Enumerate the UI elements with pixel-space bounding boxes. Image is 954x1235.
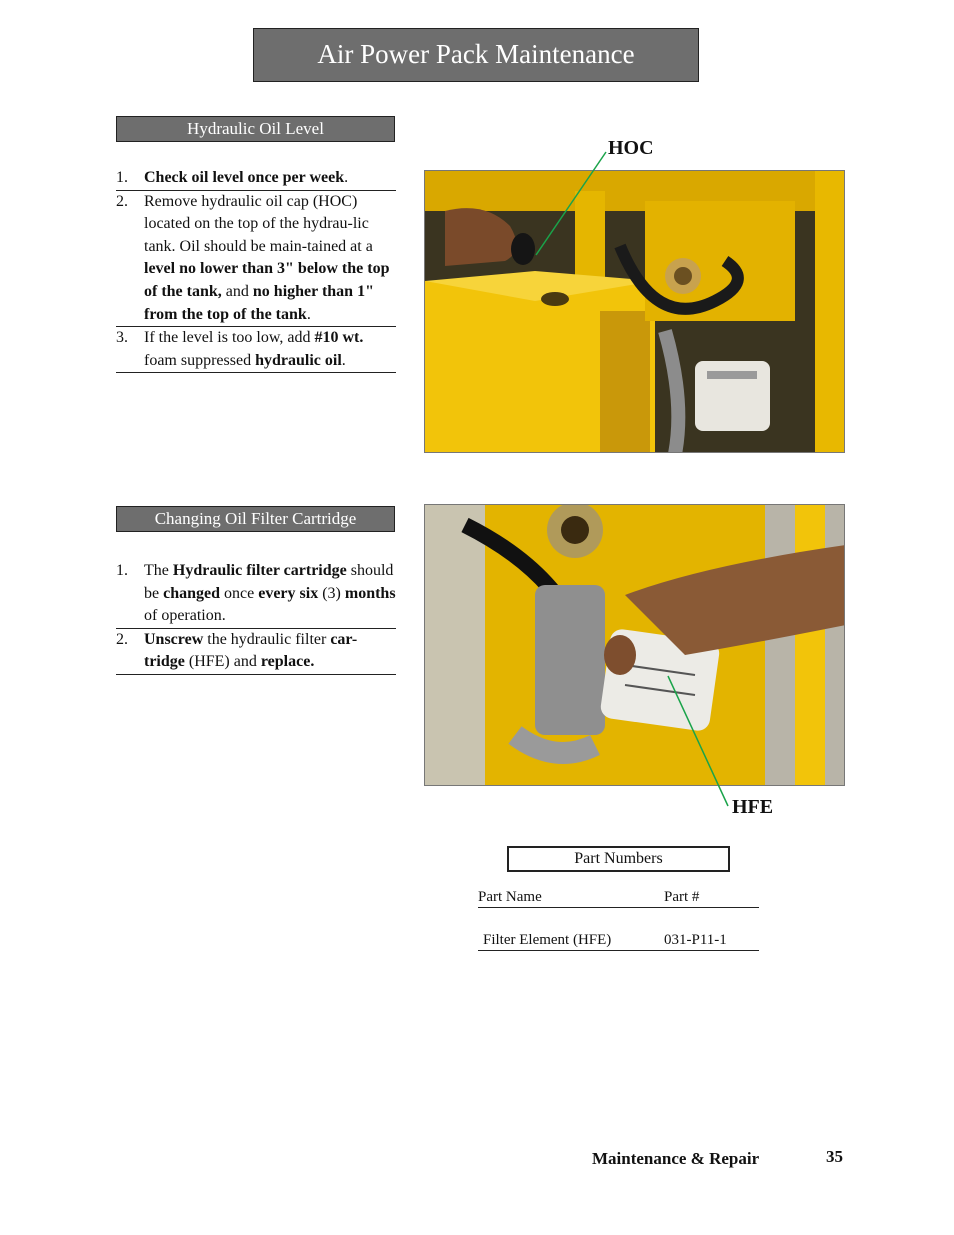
step-number: 2.	[116, 192, 128, 210]
step-number: 1.	[116, 562, 128, 579]
part-name-cell: Filter Element (HFE)	[483, 932, 612, 948]
step-number: 1.	[116, 169, 128, 186]
callout-hfe-label: HFE	[732, 796, 774, 818]
step-text: should be	[144, 562, 394, 602]
step-text-bold: changed	[163, 584, 221, 602]
section-heading-oil-level: Hydraulic Oil Level	[116, 116, 395, 142]
hfe-pointer-line	[668, 676, 728, 806]
step-text: and	[221, 282, 253, 300]
step-text: (HFE) and	[184, 653, 261, 671]
parts-header-row	[478, 887, 759, 908]
step-text-bold: Unscrew	[144, 630, 204, 648]
part-number-cell: 031-P11-1	[664, 932, 727, 948]
section-heading-filter-cartridge: Changing Oil Filter Cartridge	[116, 506, 395, 532]
step-text: .	[306, 305, 311, 323]
step-number: 2.	[116, 630, 128, 648]
step-text: The	[144, 562, 173, 579]
step-text-bold: months	[344, 584, 396, 602]
parts-header-name: Part Name	[478, 889, 542, 905]
step-text-bold: car-tridge	[144, 630, 358, 671]
step-text: once	[220, 584, 259, 602]
part-numbers-heading: Part Numbers	[507, 846, 730, 872]
callout-hoc-label: HOC	[608, 137, 654, 159]
step-text: .	[341, 351, 346, 369]
step-text: If the level is too low, add	[144, 329, 315, 347]
step-text-bold: every six	[258, 584, 319, 602]
parts-row	[478, 930, 759, 951]
page-number: 35	[826, 1147, 843, 1166]
step-text-bold: Check oil level once per week	[144, 169, 345, 186]
step-text-bold: hydraulic oil	[255, 351, 342, 369]
step-text-bold: #10 wt.	[314, 329, 364, 347]
step-number: 3.	[116, 329, 128, 347]
step-text-bold: Hydraulic filter cartridge	[172, 562, 347, 579]
step-text: .	[344, 169, 349, 186]
parts-header-number: Part #	[664, 889, 700, 905]
step-text-bold: level no lower than 3" below the top of the tank,	[144, 260, 390, 300]
part-numbers-table	[478, 887, 759, 973]
step-text: foam suppressed	[144, 351, 256, 369]
hoc-pointer-line	[536, 152, 606, 255]
page-title: Air Power Pack Maintenance	[253, 28, 699, 82]
step-text: of operation.	[144, 607, 226, 625]
step-text: the hydraulic filter	[203, 630, 331, 648]
step-text: (3)	[318, 584, 345, 602]
step-text-bold: no higher than 1" from the top of the tank	[144, 282, 374, 323]
step-text-bold: replace.	[260, 653, 315, 671]
step-text: Remove hydraulic oil cap (HOC) located on the top of the hydrau-lic tank. Oil should be main-tained at a	[144, 192, 373, 255]
footer-section-label: Maintenance & Repair	[592, 1149, 760, 1168]
